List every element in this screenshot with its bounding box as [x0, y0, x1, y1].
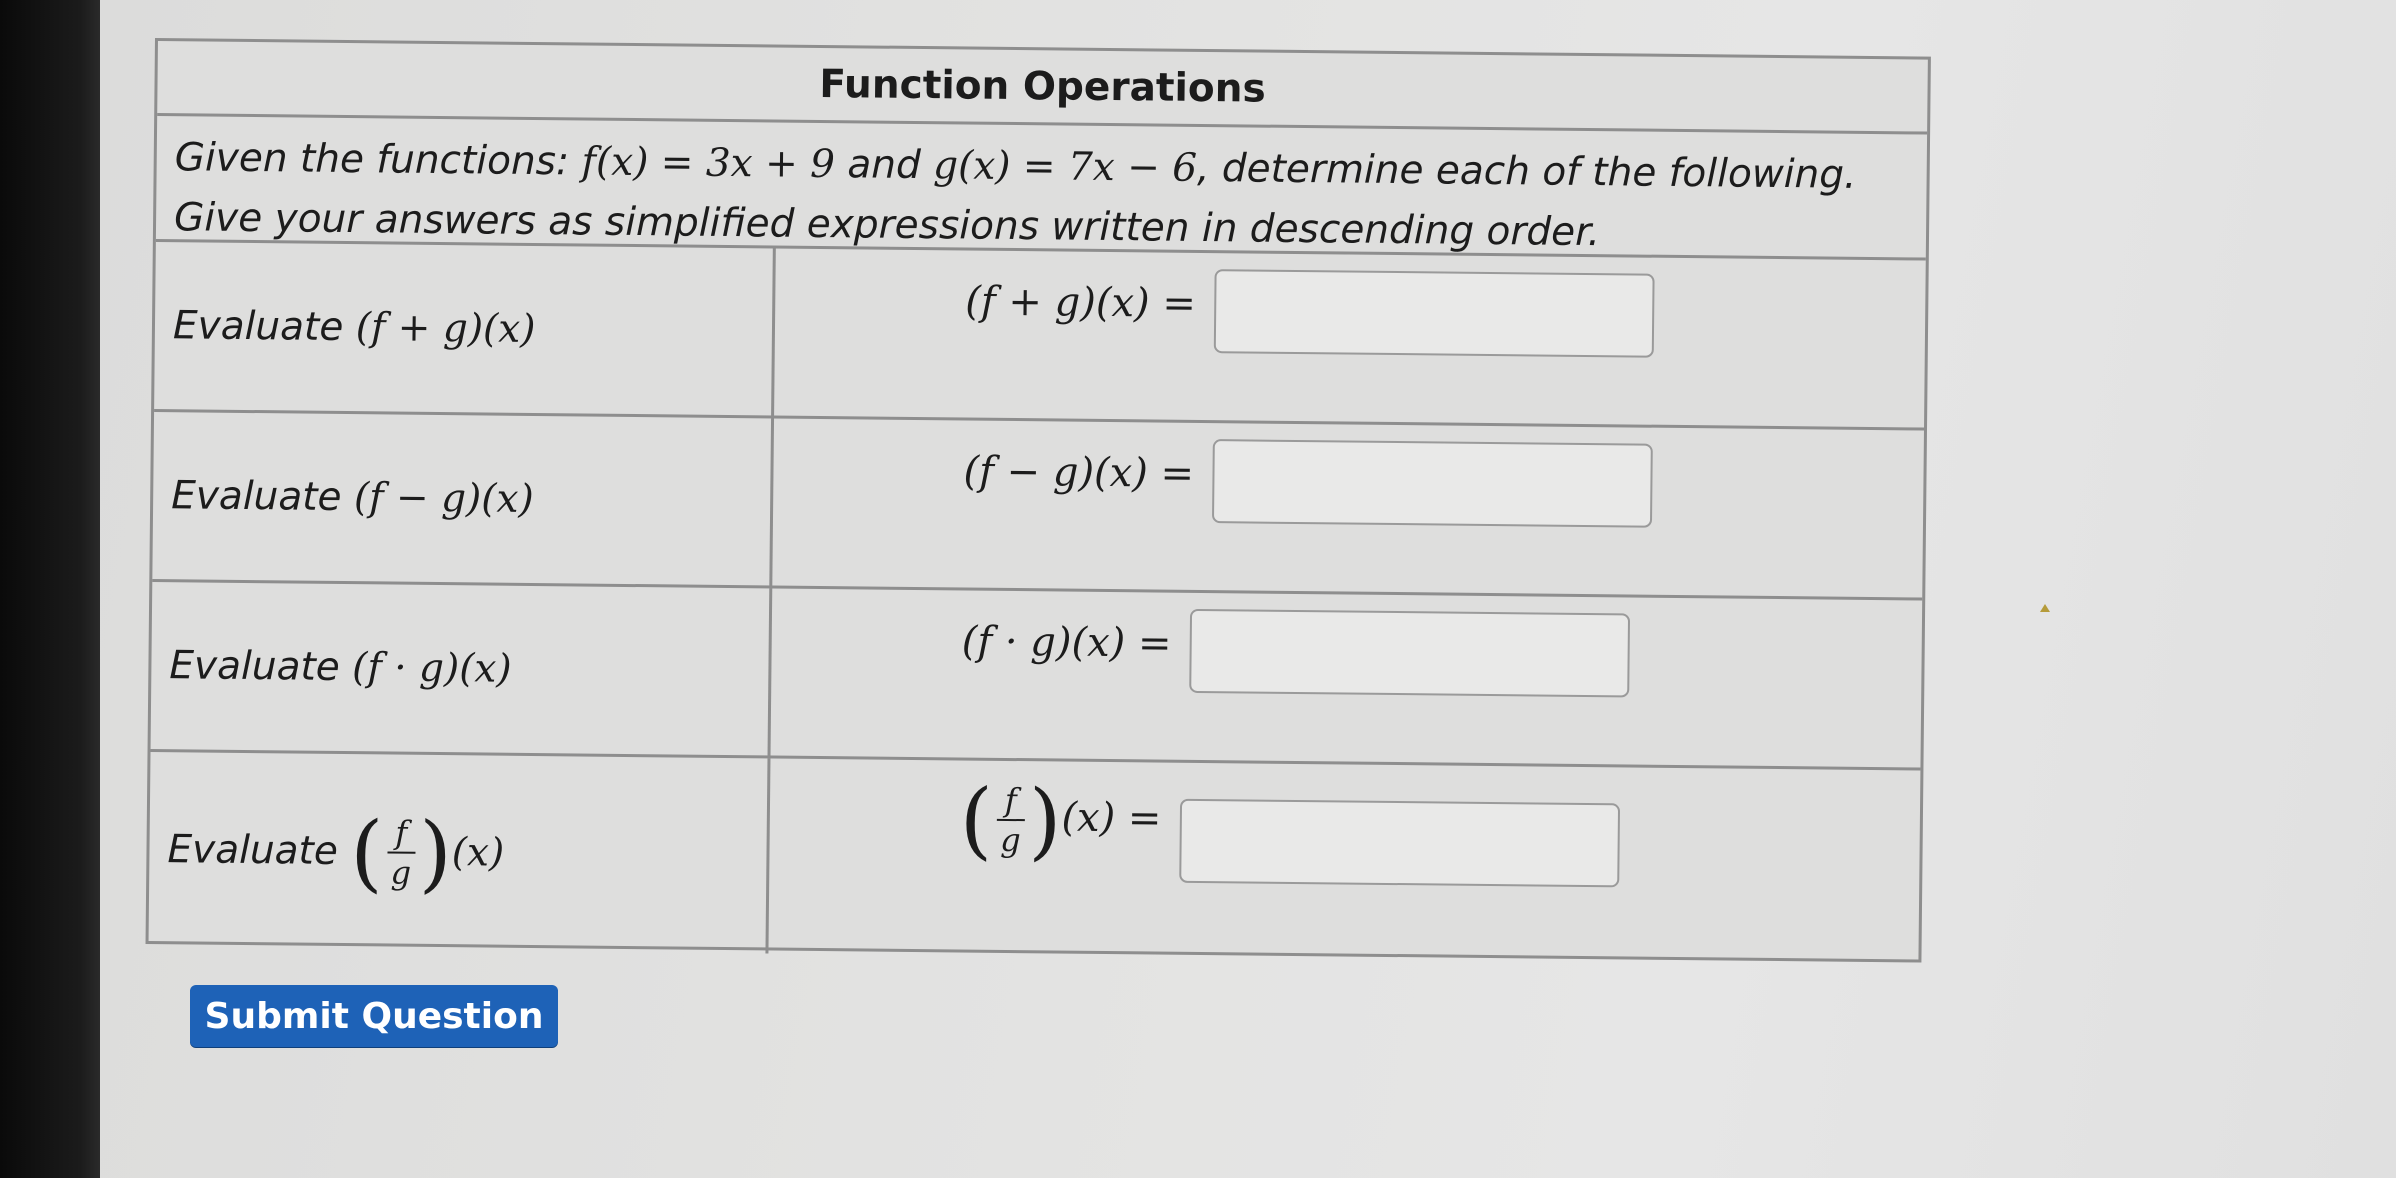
answer-label: (f − g)(x) =: [963, 448, 1195, 497]
quotient-answer-input[interactable]: [1179, 799, 1620, 888]
table-title: Function Operations: [819, 61, 1266, 112]
instructions: [156, 116, 1927, 261]
answer-label: (f · g)(x) =: [961, 618, 1172, 667]
f-definition: f(x) = 3x + 9: [581, 139, 836, 188]
fraction-numerator: f: [395, 813, 408, 852]
fraction: [996, 781, 1025, 859]
device-bezel: [0, 0, 100, 1178]
answer-label: [959, 770, 1162, 870]
row-prompt: [154, 242, 776, 415]
instructions-tail: , determine each of the following. Give your answers as simplified expressions written in descending order.: [173, 145, 1857, 256]
row-answer-cell: [772, 419, 1924, 598]
instructions-lead: Given the functions:: [174, 135, 582, 185]
row-prompt: [148, 752, 770, 953]
instructions-and: and: [834, 142, 934, 189]
fraction: [387, 813, 416, 891]
evaluate-label: Evaluate: [167, 827, 339, 874]
row-prompt: [151, 582, 773, 755]
right-paren: ): [418, 803, 453, 902]
question-table: [146, 38, 1931, 963]
fraction-denominator: g: [390, 853, 412, 892]
left-paren: (: [959, 770, 994, 869]
difference-answer-input[interactable]: [1212, 439, 1653, 528]
row-answer-cell: [768, 758, 1920, 965]
row-expression: (f + g)(x): [355, 305, 536, 352]
fraction-denominator: g: [999, 820, 1021, 860]
table-row: [151, 582, 1923, 771]
g-definition: g(x) = 7x − 6: [932, 143, 1198, 191]
row-prompt: [152, 412, 774, 585]
left-paren: (: [349, 802, 384, 901]
sum-answer-input[interactable]: [1213, 269, 1654, 358]
row-expression-suffix: (x): [451, 830, 505, 876]
row-answer-cell: [774, 249, 1926, 428]
table-row: [148, 752, 1920, 966]
right-paren: ): [1028, 771, 1062, 870]
evaluate-label: Evaluate: [172, 303, 344, 350]
answer-label-suffix: (x) =: [1061, 794, 1162, 842]
cursor-marker: [2040, 604, 2050, 612]
answer-label: (f + g)(x) =: [965, 278, 1197, 327]
table-row: [152, 412, 1924, 601]
submit-question-button[interactable]: Submit Question: [190, 985, 558, 1047]
row-expression: (f − g)(x): [353, 475, 534, 522]
row-answer-cell: [771, 588, 1923, 767]
row-expression: (f · g)(x): [351, 645, 512, 692]
evaluate-label: Evaluate: [170, 473, 342, 520]
evaluate-label: Evaluate: [169, 643, 341, 690]
fraction-numerator: f: [1004, 780, 1017, 820]
product-answer-input[interactable]: [1189, 609, 1630, 698]
table-row: [154, 242, 1926, 431]
